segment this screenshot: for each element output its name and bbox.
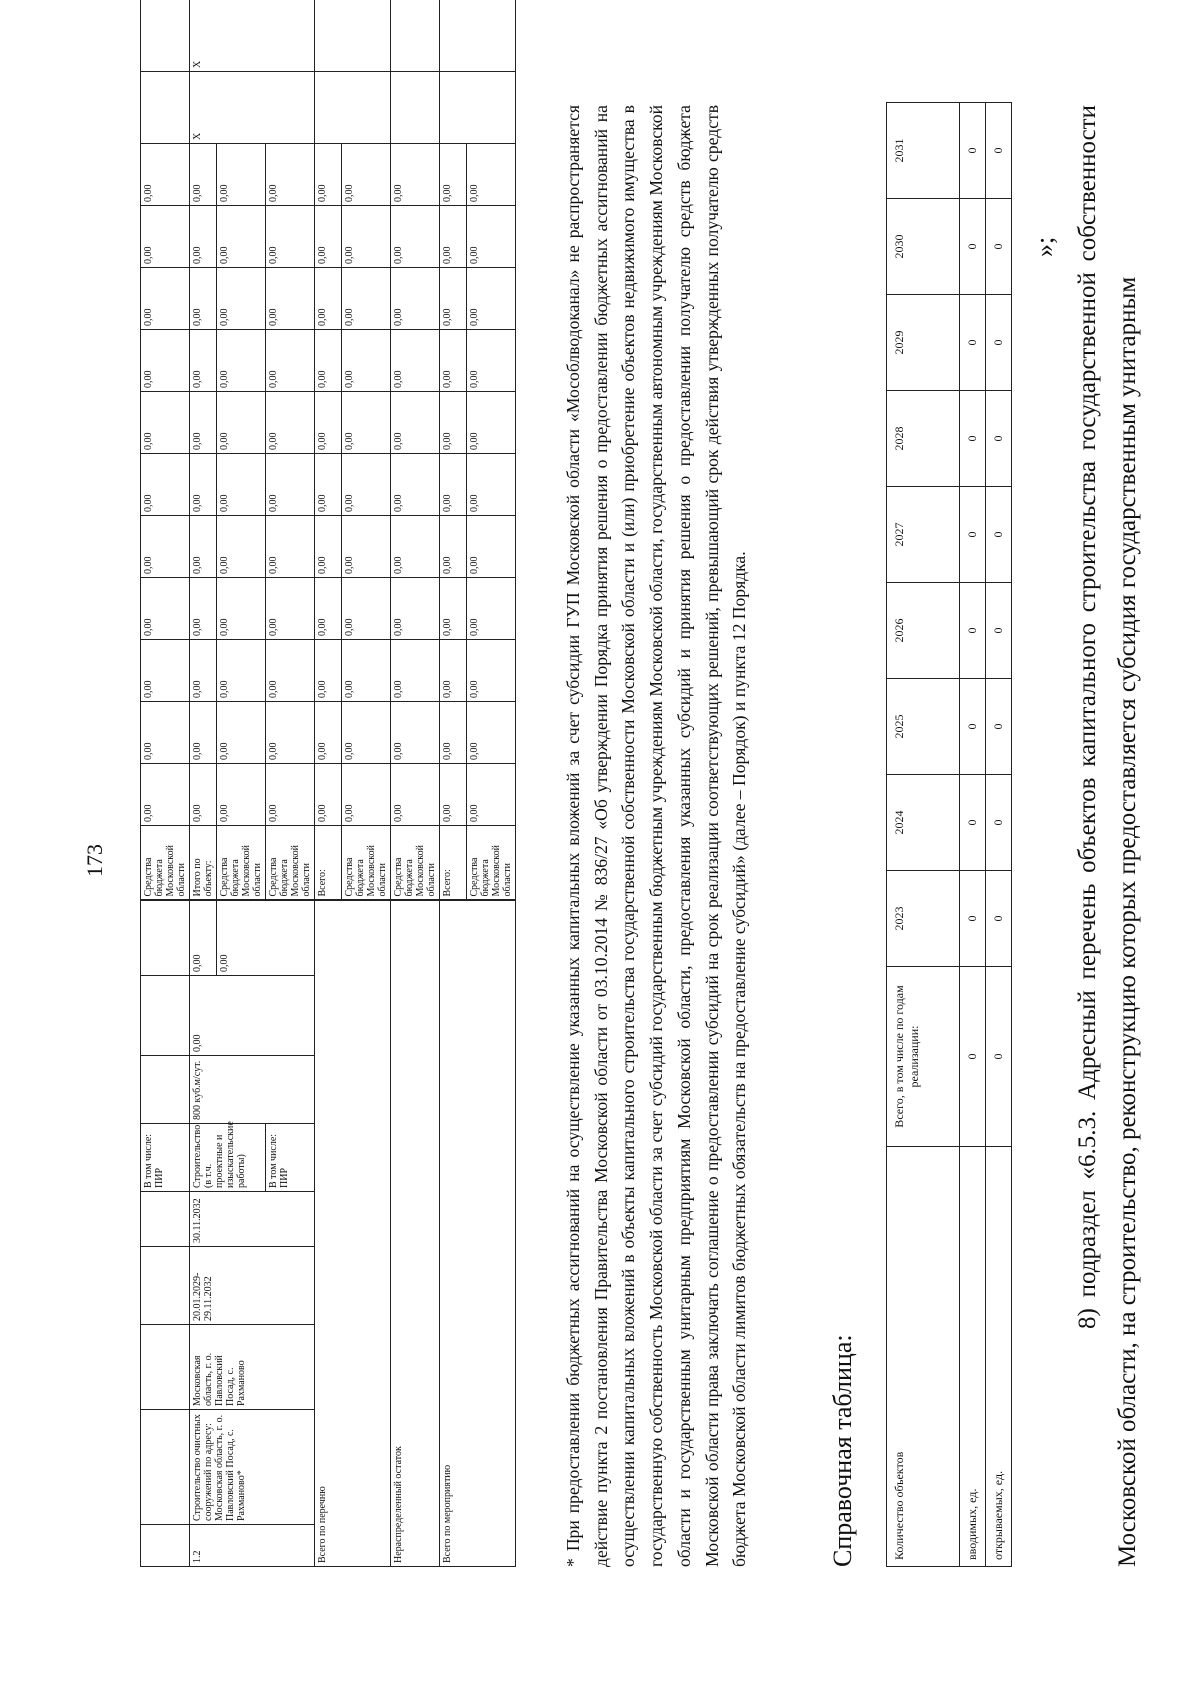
table-row: 0,00 Средства бюджета Московской области 0,00 0,00 0,00 0,00 0,00 0,00 0,00 0,00 0,00 0,00 0,00 (217, 0, 266, 1567)
year-header: 2029 (887, 295, 960, 391)
table-cell: Нераспределенный остаток (391, 901, 440, 1567)
table-cell: Всего: (440, 826, 467, 901)
table-cell: Средства бюджета Московской области (391, 826, 440, 901)
subsection-paragraph: 8) подраздел «6.5.3. Адресный перечень объектов капитального строительства государственной собственности Московской области, на строительство, реконструкцию которых предоставляется субсидия государственным унитарным (1074, 105, 1141, 1567)
capacity: 800 куб.м/сут. (190, 1056, 315, 1124)
footnote: * При предоставлении бюджетных ассигнований на осуществление указанных капитальных вложений за счет субсидии ГУП Московской области «Мособлводоканал» не распространяется действие пункта 2 постановления Правительства Московской области от 03.10.2014 № 836/27 «Об утверждении Порядка принятия решения о предоставлении бюджетных ассигнований на осуществлении капитальных вложений в объекты капитального строительства государственной собственности Московской области и (или) приобретение объектов недвижимого имущества в государственную собственность Московской области за счет субсидий государственным бюджетным учреждениям Московской области, государственным автономным учреждениям Московской области и государственным унитарным предприятиям Московской области, предоставления указанных субсидий и принятия решения о предоставлении получателю средств бюджета Московской области права заключать соглашение о предоставлении субсидий на срок реализации соответствующих решений, превышающий срок действия утвержденных получателю средств бюджета Московской области лимитов бюджетных обязательств на предоставление субсидий» (далее – Порядок) и пункта 12 Порядка. (563, 105, 750, 1567)
work-type: Строительство (в т.ч. проектные и изыскательские работы) (190, 1124, 266, 1192)
table-header-row (887, 103, 960, 1567)
amount-a: 0,00 (190, 976, 315, 1056)
amount-c: 0,00 (217, 901, 315, 976)
table-row: открываемых, ед. 0 0 0 0 0 0 0 0 0 0 (986, 103, 1012, 1567)
row-total: 0 (986, 967, 1012, 1147)
table-cell: Средства бюджета Московской области (217, 826, 266, 901)
row-total: 0 (960, 967, 986, 1147)
year-header: 2025 (887, 679, 960, 775)
table-row: В том числе: ПИР Средства бюджета Московской области 0,00 0,00 0,00 0,00 0,00 0,00 0,00 0,00 0,00 0,00 0,00 (141, 0, 190, 1567)
table-cell: Средства бюджета Московской области (467, 826, 516, 901)
row-label: вводимых, ед. (960, 1147, 986, 1567)
object-name: Строительство очистных сооружений по адресу: Московская область, г. о. Павловский Посад, с. Рахманово* (190, 1410, 315, 1525)
year-header: 2024 (887, 775, 960, 871)
completion-date: 30.11.2032 (190, 1192, 315, 1247)
address-list-table (140, 0, 516, 1567)
page-number: 173 (82, 844, 107, 877)
table-cell: Всего по перечню (315, 901, 391, 1567)
table-row: Нераспределенный остаток Средства бюджета Московской области 0,00 0,00 0,00 0,00 0,00 0,00 0,00 0,00 0,00 0,00 0,00 (391, 0, 440, 1567)
column-header: Количество объектов (887, 1147, 960, 1567)
closing-quote: »; (1030, 236, 1059, 257)
reference-table (886, 102, 1012, 1567)
table-cell: Всего: (315, 826, 342, 901)
table-row: 1.2 Строительство очистных сооружений по адресу: Московская область, г. о. Павловский Посад, с. Рахманово* Московская область, г. о. Павловский Посад, с. Рахманово 20.01.2029-29.11.2032 30.11.2032 Строительство (в т.ч. проектные и изыскательские работы) 800 куб.м/сут. 0,00 0,00 Итого по объекту: 0,00 0,00 0,00 0,00 0,00 0,00 0,00 0,00 0,00 0,00 0,00 X X (190, 0, 217, 1567)
table-cell: В том числе: ПИР (266, 1124, 315, 1192)
table-row: Всего по мероприятию Всего: 0,00 0,00 0,00 0,00 0,00 0,00 0,00 0,00 0,00 0,00 0,00 (440, 0, 467, 1567)
amount-b: 0,00 (190, 901, 217, 976)
row-number: 1.2 (190, 1525, 315, 1567)
table-cell: Средства бюджета Московской области (342, 826, 391, 901)
table-row: Всего по перечню Всего: 0,00 0,00 0,00 0,00 0,00 0,00 0,00 0,00 0,00 0,00 0,00 (315, 0, 342, 1567)
table-cell: В том числе: ПИР (141, 1124, 190, 1192)
year-header: 2028 (887, 391, 960, 487)
table-cell: Итого по объекту: (190, 826, 217, 901)
table-cell: Средства бюджета Московской области (141, 826, 190, 901)
year-header: 2030 (887, 199, 960, 295)
table-row: вводимых, ед. 0 0 0 0 0 0 0 0 0 0 (960, 103, 986, 1567)
table-cell: Средства бюджета Московской области (266, 826, 315, 901)
year-header: 2031 (887, 103, 960, 199)
table-row: В том числе: ПИР Средства бюджета Московской области 0,00 0,00 0,00 0,00 0,00 0,00 0,00 0,00 0,00 0,00 0,00 (266, 0, 315, 1567)
table-cell: Всего по мероприятию (440, 901, 516, 1567)
row-label: открываемых, ед. (986, 1147, 1012, 1567)
column-header: Всего, в том числе по годам реализации: (887, 967, 960, 1147)
year-header: 2026 (887, 583, 960, 679)
year-header: 2023 (887, 871, 960, 967)
x-mark: X (190, 72, 315, 144)
table-row: Средства бюджета Московской области 0,00 0,00 0,00 0,00 0,00 0,00 0,00 0,00 0,00 0,00 0,00 (467, 0, 516, 1567)
object-period: 20.01.2029-29.11.2032 (190, 1247, 315, 1325)
year-header: 2027 (887, 487, 960, 583)
table-row: Средства бюджета Московской области 0,00 0,00 0,00 0,00 0,00 0,00 0,00 0,00 0,00 0,00 0,00 (342, 0, 391, 1567)
x-mark: X (190, 0, 315, 72)
reference-table-title: Справочная таблица: (828, 1334, 857, 1567)
object-location: Московская область, г. о. Павловский Посад, с. Рахманово (190, 1325, 315, 1410)
